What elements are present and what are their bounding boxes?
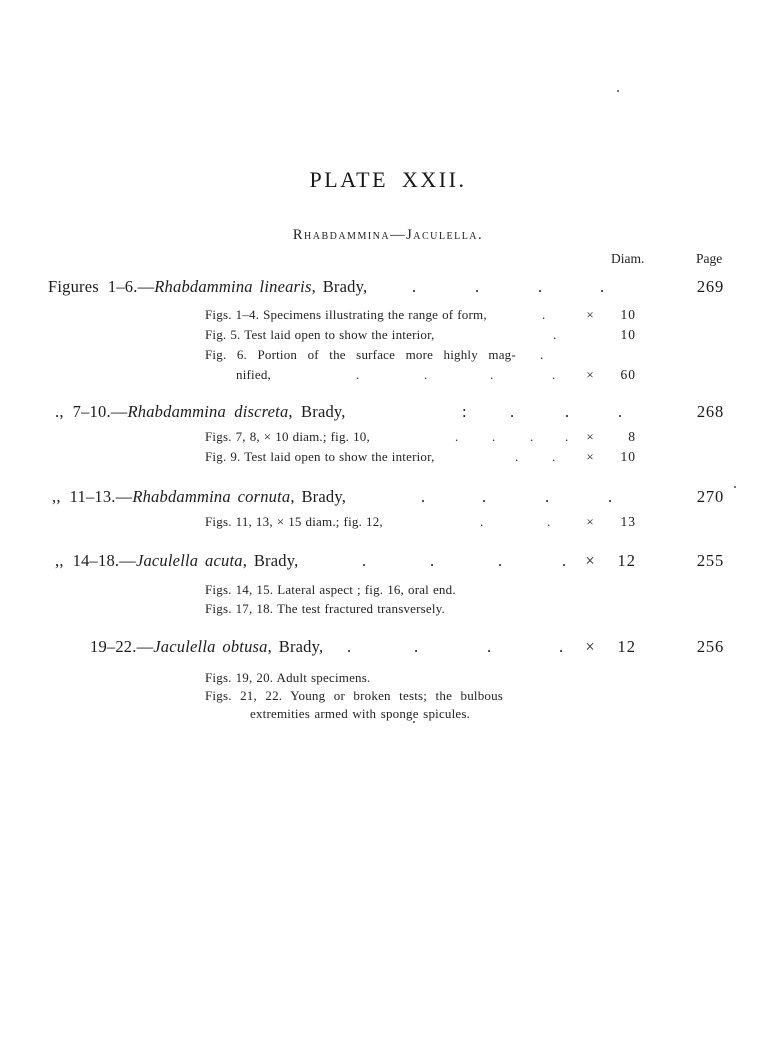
figure-note: Figs. 14, 15. Lateral aspect ; fig. 16, oral end.: [205, 582, 456, 597]
entry-row: [0, 487, 776, 509]
figure-note: Figs. 7, 8, × 10 diam.; fig. 10,: [205, 429, 370, 444]
multiplication-sign: ×: [585, 551, 595, 570]
diam-value: 10: [620, 307, 636, 322]
page-number: 256: [696, 637, 724, 656]
entry-author: , Brady,: [288, 402, 346, 421]
ditto-mark: ,,: [52, 487, 61, 506]
ink-speck: [734, 486, 736, 488]
figure-note-row: [0, 704, 776, 726]
section-heading: Rhabdammina—Jaculella.: [292, 227, 484, 243]
multiplication-sign: ×: [586, 307, 594, 322]
leader-dot: .: [562, 551, 567, 570]
leader-dot: .: [540, 347, 544, 362]
figure-note: Figs. 11, 13, × 15 diam.; fig. 12,: [205, 514, 383, 529]
diam-value: 12: [617, 551, 636, 570]
diam-value: 13: [620, 514, 636, 529]
leader-dot: .: [545, 487, 550, 506]
species-name: Rhabdammina linearis: [154, 277, 312, 296]
entry-title: [52, 487, 346, 507]
column-header-diam: Diam.: [611, 251, 645, 266]
ink-speck: [413, 721, 415, 723]
leader-dot: .: [559, 637, 564, 656]
page-number: 255: [696, 551, 724, 570]
figure-note-row: [0, 599, 776, 621]
ditto-mark: ,,: [55, 551, 64, 570]
leader-dot: .: [538, 277, 543, 296]
entry-title: [55, 402, 346, 422]
entry-author: , Brady,: [311, 277, 368, 296]
figure-note: Fig. 9. Test laid open to show the interior,: [205, 449, 435, 464]
leader-dot: .: [542, 307, 546, 322]
multiplication-sign: ×: [586, 429, 594, 444]
leader-dot: .: [455, 429, 459, 444]
leader-dot: .: [362, 551, 367, 570]
leader-dot: .: [552, 367, 556, 382]
leader-dot: .: [356, 367, 360, 382]
figure-note: Figs. 17, 18. The test fractured transversely.: [205, 601, 446, 616]
figure-note: Figs. 19, 20. Adult specimens.: [205, 670, 371, 685]
figure-range: 14–18.—: [72, 551, 136, 570]
multiplication-sign: ×: [585, 637, 595, 656]
leader-dot: .: [430, 551, 435, 570]
diam-value: 10: [620, 449, 636, 464]
leader-dot: .: [490, 367, 494, 382]
figure-range: 7–10.—: [72, 402, 128, 421]
species-name: Rhabdammina cornuta: [132, 487, 291, 506]
leader-dot: :: [462, 402, 467, 421]
entry-title: [55, 551, 298, 571]
leader-dot: .: [482, 487, 487, 506]
leader-dot: .: [412, 277, 417, 296]
species-name: Rhabdammina discreta: [127, 402, 289, 421]
leader-dot: .: [414, 637, 419, 656]
diam-value: 12: [617, 637, 636, 656]
figure-note-row: [0, 305, 776, 327]
leader-dot: .: [547, 514, 551, 529]
leader-dot: .: [480, 514, 484, 529]
leader-dot: .: [475, 277, 480, 296]
figure-note: nified,: [236, 367, 271, 382]
multiplication-sign: ×: [586, 367, 594, 382]
multiplication-sign: ×: [586, 514, 594, 529]
leader-dot: .: [608, 487, 613, 506]
figure-note-row: [0, 325, 776, 347]
page-number: 269: [696, 277, 724, 296]
leader-dot: .: [510, 402, 515, 421]
leader-dot: .: [552, 449, 556, 464]
figure-note: Figs. 21, 22. Young or broken tests; the bulbous: [205, 688, 504, 703]
figure-note-row: [0, 427, 776, 449]
page-title: PLATE XXII.: [309, 167, 467, 192]
figure-note-row: [0, 345, 776, 367]
entry-author: , Brady,: [290, 487, 347, 506]
ink-speck: [617, 90, 619, 92]
leader-dot: .: [565, 402, 570, 421]
leader-dot: .: [347, 637, 352, 656]
figure-note-row: [0, 365, 776, 387]
entry-author: , Brady,: [267, 637, 324, 656]
leader-dot: .: [492, 429, 496, 444]
leader-dot: .: [600, 277, 605, 296]
multiplication-sign: ×: [586, 449, 594, 464]
entry-title: [90, 637, 323, 657]
column-header-page: Page: [696, 251, 776, 1050]
entry-author: , Brady,: [242, 551, 299, 570]
species-name: Jaculella acuta: [135, 551, 243, 570]
entry-label: Figures: [48, 277, 99, 296]
figure-note: extremities armed with sponge spicules.: [250, 706, 471, 721]
leader-dot: .: [487, 637, 492, 656]
figure-note: Figs. 1–4. Specimens illustrating the range of form,: [205, 307, 487, 322]
figure-note: Fig. 6. Portion of the surface more highly mag-: [205, 347, 516, 362]
page-number: 268: [696, 402, 724, 421]
leader-dot: .: [421, 487, 426, 506]
leader-dot: .: [565, 429, 569, 444]
entry-row: [0, 551, 776, 573]
leader-dot: .: [424, 367, 428, 382]
figure-range: 1–6.—: [107, 277, 155, 296]
leader-dot: .: [553, 327, 557, 342]
ditto-mark: .,: [55, 402, 64, 421]
figure-range: 19–22.—: [90, 637, 154, 656]
entry-title: [48, 277, 367, 297]
diam-value: 10: [620, 327, 636, 342]
figure-note: Fig. 5. Test laid open to show the interior,: [205, 327, 435, 342]
leader-dot: .: [618, 402, 623, 421]
diam-value: 8: [628, 429, 636, 444]
diam-value: 60: [620, 367, 636, 382]
entry-row: [0, 402, 776, 424]
leader-dot: .: [530, 429, 534, 444]
leader-dot: .: [498, 551, 503, 570]
figure-note-row: [0, 447, 776, 469]
leader-dot: .: [515, 449, 519, 464]
entry-row: [0, 637, 776, 659]
figure-note-row: [0, 512, 776, 534]
figure-range: 11–13.—: [69, 487, 133, 506]
page-number: 270: [696, 487, 724, 506]
species-name: Jaculella obtusa: [153, 637, 268, 656]
entry-row: [0, 277, 776, 299]
